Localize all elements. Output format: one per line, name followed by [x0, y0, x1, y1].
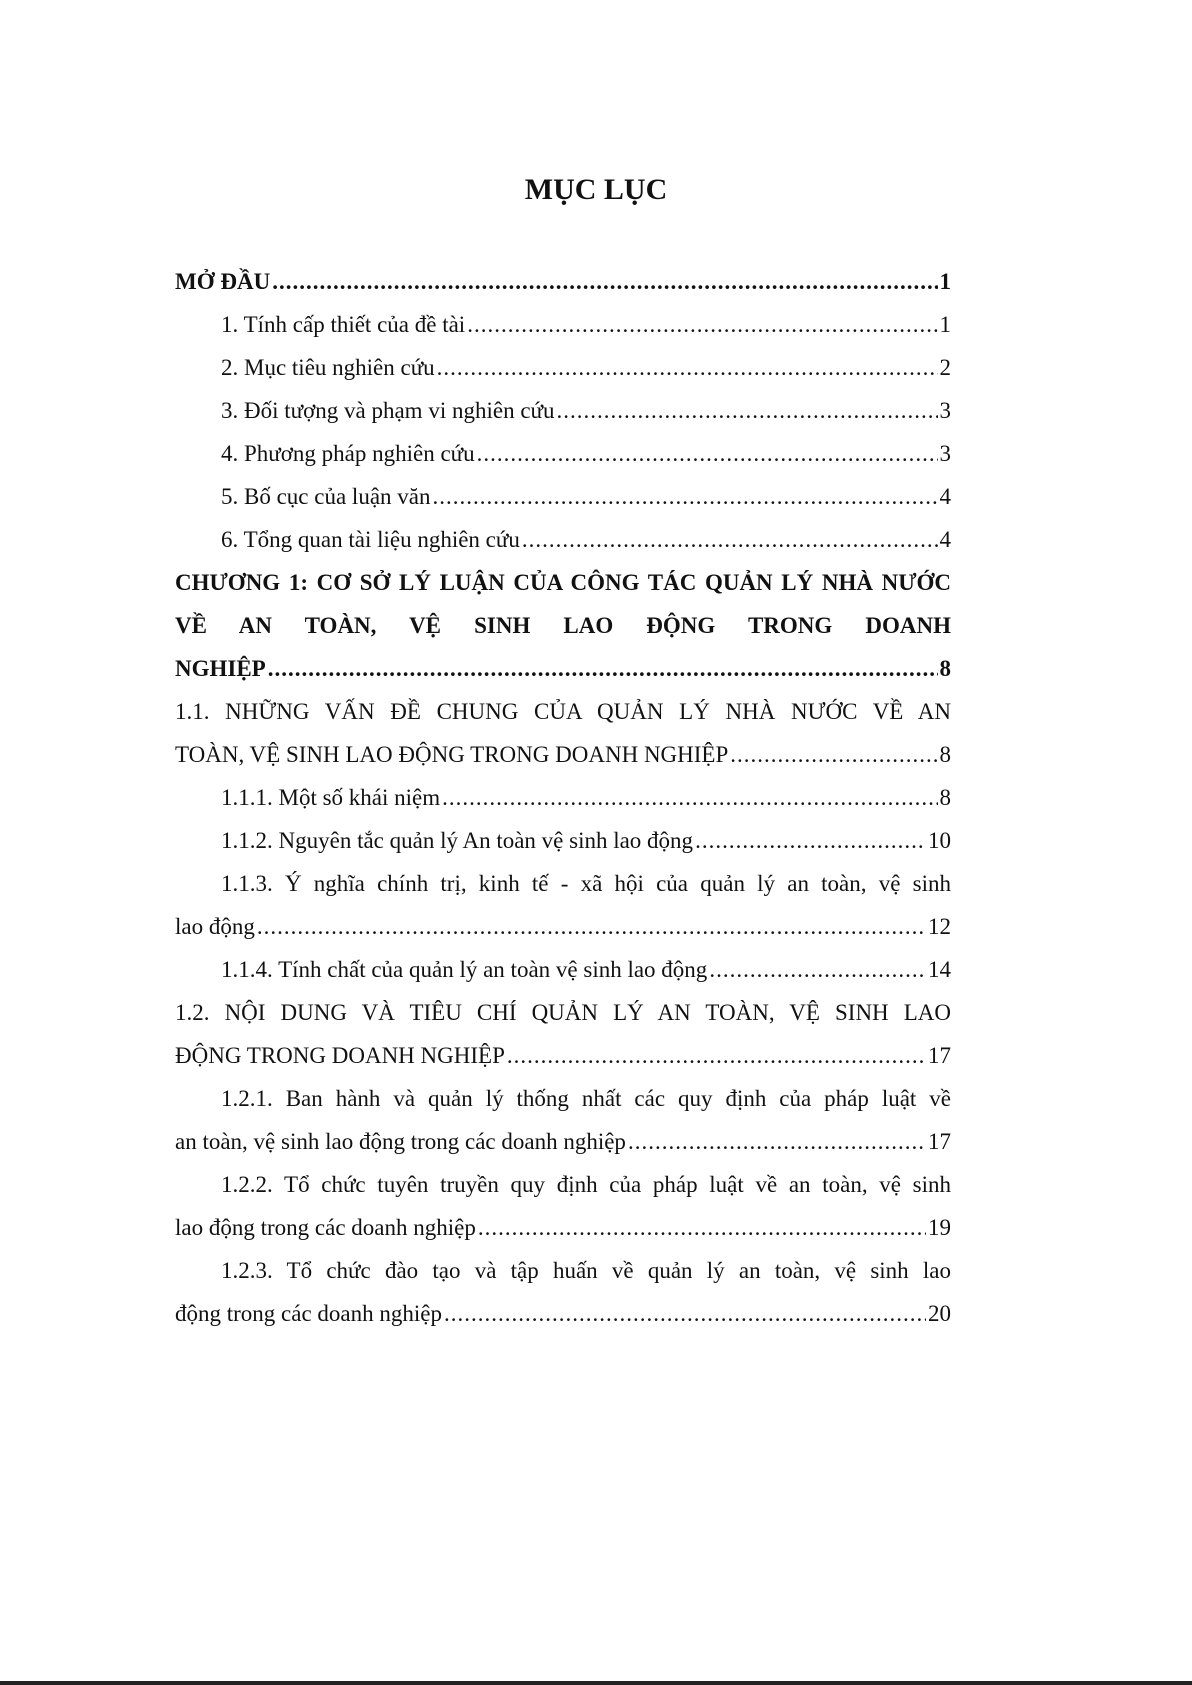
toc-page-number: 8 [939, 742, 951, 767]
dot-leader [432, 475, 937, 518]
toc-entry-6[interactable] [175, 518, 951, 561]
toc-page-number: 1 [939, 269, 951, 294]
toc-entry-lead: 1.2.2. Tổ chức tuyên truyền quy định của pháp luật về an toàn, vệ sinh [221, 1172, 951, 1197]
toc-entry-1-1-4[interactable] [175, 948, 951, 991]
page-bottom-border [0, 1681, 1192, 1685]
toc-entry-lead: 1.2.3. Tổ chức đào tạo và tập huấn về quản lý an toàn, vệ sinh lao [221, 1258, 951, 1283]
dot-leader [557, 389, 938, 432]
toc-entry-text: NGHIỆP [175, 656, 266, 681]
toc-entry-text: TOÀN, VỆ SINH LAO ĐỘNG TRONG DOANH NGHIỆP [175, 742, 729, 767]
toc-entry-text: 6. Tổng quan tài liệu nghiên cứu [221, 527, 520, 552]
toc-entry-1-2-2[interactable] [175, 1163, 951, 1249]
toc-entry-5[interactable] [175, 475, 951, 518]
toc-page-number: 17 [928, 1043, 951, 1068]
toc-entry-text: 1.1.4. Tính chất của quản lý an toàn vệ sinh lao động [221, 957, 708, 982]
toc-entry-text: 5. Bố cục của luận văn [221, 484, 431, 509]
toc-entry-chapter-1[interactable] [175, 561, 951, 690]
toc-entry-text: an toàn, vệ sinh lao động trong các doanh nghiệp [175, 1129, 626, 1154]
toc-entry-1-1-2[interactable] [175, 819, 951, 862]
dot-leader [628, 1120, 926, 1163]
toc-entry-1-2-3[interactable] [175, 1249, 951, 1335]
dot-leader [268, 647, 938, 690]
toc-entry-1[interactable] [175, 303, 951, 346]
toc-page-number: 2 [939, 355, 951, 380]
toc-entry-text: 4. Phương pháp nghiên cứu [221, 441, 475, 466]
dot-leader [478, 1206, 926, 1249]
toc-entry-text: 3. Đối tượng và phạm vi nghiên cứu [221, 398, 555, 423]
toc-entry-lead: 1.2.1. Ban hành và quản lý thống nhất các quy định của pháp luật về [221, 1086, 951, 1111]
toc-entry-1-2[interactable] [175, 991, 951, 1077]
dot-leader [272, 260, 937, 303]
toc-page-number: 8 [939, 656, 951, 681]
toc-entry-lead: 1.1.3. Ý nghĩa chính trị, kinh tế - xã hội của quản lý an toàn, vệ sinh [221, 871, 951, 896]
toc-page-number: 3 [939, 398, 951, 423]
toc-page-number: 4 [939, 484, 951, 509]
dot-leader [709, 948, 926, 991]
toc-page-number: 12 [928, 914, 951, 939]
toc-page-number: 10 [928, 828, 951, 853]
dot-leader [437, 346, 938, 389]
table-of-contents [175, 260, 951, 1335]
toc-entry-3[interactable] [175, 389, 951, 432]
toc-entry-1-1-1[interactable] [175, 776, 951, 819]
toc-page-number: 19 [928, 1215, 951, 1240]
toc-page-number: 20 [928, 1301, 951, 1326]
toc-entry-text: 1. Tính cấp thiết của đề tài [221, 312, 466, 337]
toc-entry-text: ĐỘNG TRONG DOANH NGHIỆP [175, 1043, 505, 1068]
toc-entry-text: lao động [175, 914, 255, 939]
toc-entry-text: động trong các doanh nghiệp [175, 1301, 442, 1326]
toc-entry-4[interactable] [175, 432, 951, 475]
toc-page-number: 14 [928, 957, 951, 982]
toc-entry-mo-dau[interactable] [175, 260, 951, 303]
toc-entry-text: 1.1.2. Nguyên tắc quản lý An toàn vệ sinh lao động [221, 828, 694, 853]
toc-entry-1-1-3[interactable] [175, 862, 951, 948]
toc-page-number: 4 [939, 527, 951, 552]
toc-entry-text: 1.1.1. Một số khái niệm [221, 785, 441, 810]
dot-leader [522, 518, 938, 561]
toc-page-number: 1 [939, 312, 951, 337]
toc-entry-text: 2. Mục tiêu nghiên cứu [221, 355, 435, 380]
toc-entry-lead: CHƯƠNG 1: CƠ SỞ LÝ LUẬN CỦA CÔNG TÁC QUẢN LÝ NHÀ NƯỚC VỀ AN TOÀN, VỆ SINH LAO ĐỘNG TRONG DOANH [175, 570, 951, 638]
dot-leader [695, 819, 926, 862]
toc-entry-lead: 1.1. NHỮNG VẤN ĐỀ CHUNG CỦA QUẢN LÝ NHÀ NƯỚC VỀ AN [175, 699, 951, 724]
toc-entry-text: MỞ ĐẦU [175, 269, 271, 294]
dot-leader [257, 905, 926, 948]
toc-entry-text: lao động trong các doanh nghiệp [175, 1215, 476, 1240]
dot-leader [477, 432, 938, 475]
toc-entry-1-1[interactable] [175, 690, 951, 776]
toc-page-number: 8 [939, 785, 951, 810]
dot-leader [507, 1034, 926, 1077]
toc-entry-1-2-1[interactable] [175, 1077, 951, 1163]
toc-page-number: 3 [939, 441, 951, 466]
dot-leader [444, 1292, 926, 1335]
toc-entry-2[interactable] [175, 346, 951, 389]
dot-leader [730, 733, 937, 776]
page-title: MỤC LỤC [524, 173, 668, 206]
toc-entry-lead: 1.2. NỘI DUNG VÀ TIÊU CHÍ QUẢN LÝ AN TOÀN, VỆ SINH LAO [175, 1000, 951, 1025]
toc-page-number: 17 [928, 1129, 951, 1154]
dot-leader [467, 303, 937, 346]
dot-leader [442, 776, 937, 819]
